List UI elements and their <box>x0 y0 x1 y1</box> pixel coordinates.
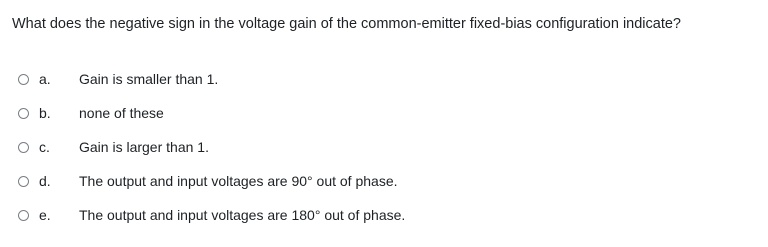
answer-option-c[interactable] <box>18 130 718 164</box>
answer-letter-c: c. <box>39 139 50 155</box>
answer-text-d: The output and input voltages are 90° out of phase. <box>79 173 398 189</box>
answer-letter-a: a. <box>39 71 51 87</box>
answer-letter-e: e. <box>39 207 51 223</box>
radio-button-e[interactable] <box>18 210 29 221</box>
answer-text-b: none of these <box>79 105 164 121</box>
radio-button-a[interactable] <box>18 74 29 85</box>
radio-button-c[interactable] <box>18 142 29 153</box>
answer-option-a[interactable] <box>18 62 718 96</box>
answer-list <box>18 62 718 232</box>
question-text: What does the negative sign in the voltage gain of the common-emitter fixed-bias configuration indicate? <box>12 16 681 32</box>
answer-text-c: Gain is larger than 1. <box>79 139 209 155</box>
answer-letter-b: b. <box>39 105 51 121</box>
radio-button-b[interactable] <box>18 108 29 119</box>
answer-text-e: The output and input voltages are 180° out of phase. <box>79 207 406 223</box>
answer-text-a: Gain is smaller than 1. <box>79 71 219 87</box>
radio-button-d[interactable] <box>18 176 29 187</box>
answer-option-e[interactable] <box>18 198 718 232</box>
answer-option-b[interactable] <box>18 96 718 130</box>
answer-letter-d: d. <box>39 173 51 189</box>
answer-option-d[interactable] <box>18 164 718 198</box>
